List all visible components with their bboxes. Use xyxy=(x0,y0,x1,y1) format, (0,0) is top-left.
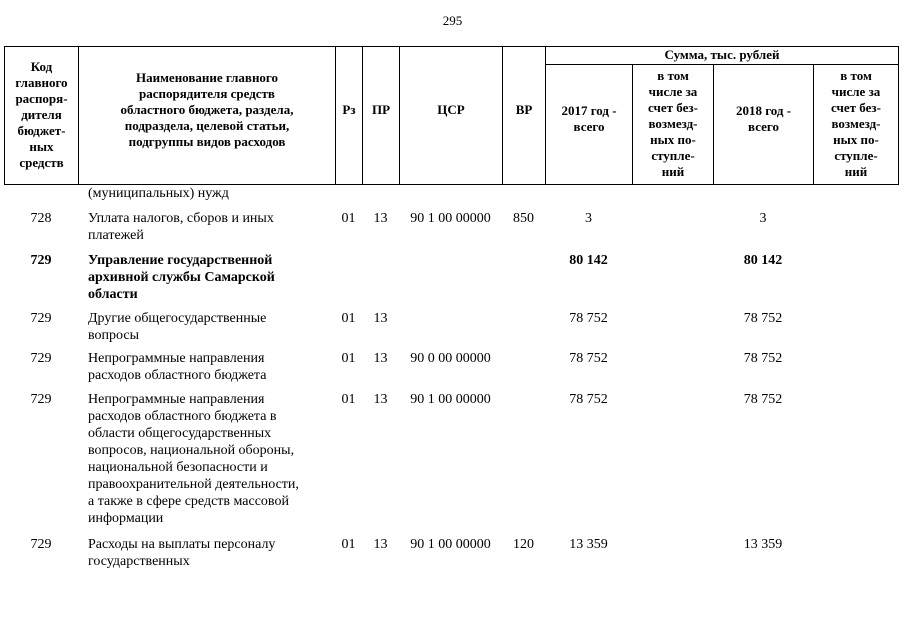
header-2018-incl-line: ступле- xyxy=(834,148,878,163)
row-pr: 13 xyxy=(373,537,388,552)
row-name-line: Другие общегосударственные xyxy=(88,311,267,326)
row-sum-2018: 78 752 xyxy=(743,351,783,366)
row-sum-2018: 80 142 xyxy=(743,253,783,268)
row-name xyxy=(88,536,275,570)
row-name-line: правоохранительной деятельности, xyxy=(88,477,299,492)
row-name-line: Непрограммные направления xyxy=(88,351,265,366)
header-csr xyxy=(400,46,502,174)
header-2017-incl-line: счет без- xyxy=(648,100,698,115)
header-name-line: распорядителя средств xyxy=(139,86,275,101)
header-code-line: ных xyxy=(29,139,54,154)
row-csr: 90 1 00 00000 xyxy=(410,537,491,552)
header-col-divider xyxy=(898,46,899,185)
row-sum-2017: 78 752 xyxy=(569,351,608,366)
row-sum-2017: 80 142 xyxy=(569,253,608,268)
row-name-line: архивной службы Самарской xyxy=(88,270,275,285)
header-2017 xyxy=(546,64,632,174)
row-name-line: Управление государственной xyxy=(88,253,273,268)
row-name-line: а также в сфере средств массовой xyxy=(88,494,289,509)
row-rz: 01 xyxy=(341,311,356,326)
row-csr: 90 1 00 00000 xyxy=(410,211,491,226)
header-vr xyxy=(503,46,545,174)
row-vr: 120 xyxy=(513,537,534,552)
row-sum-2017: 13 359 xyxy=(569,537,608,552)
header-name-line: подгруппы видов расходов xyxy=(128,134,286,149)
header-2017-incl-line: возмезд- xyxy=(648,116,698,131)
header-2018-incl-line: возмезд- xyxy=(831,116,881,131)
header-name-line: областного бюджета, раздела, xyxy=(120,102,294,117)
row-name-line: расходов областного бюджета в xyxy=(88,409,277,424)
header-2017-incl-line: ний xyxy=(661,164,685,179)
row-name xyxy=(88,350,266,384)
row-sum-2017: 78 752 xyxy=(569,392,608,407)
row-name xyxy=(88,310,266,344)
row-csr: 90 0 00 00000 xyxy=(410,351,491,366)
row-name xyxy=(88,185,229,202)
row-name xyxy=(88,252,275,303)
row-name-line: вопросов, национальной обороны, xyxy=(88,443,295,458)
row-pr: 13 xyxy=(373,311,388,326)
header-name-line: Наименование главного xyxy=(135,70,279,85)
header-2018-incl-line: ных по- xyxy=(833,132,879,147)
header-csr-line: ЦСР xyxy=(437,102,465,117)
header-vr-line: ВР xyxy=(515,102,533,117)
row-csr: 90 1 00 00000 xyxy=(410,392,491,407)
row-sum-2017: 78 752 xyxy=(569,311,608,326)
row-name-line: области xyxy=(88,287,138,302)
row-sum-2017: 3 xyxy=(585,211,592,226)
row-name xyxy=(88,391,299,527)
row-name-line: расходов областного бюджета xyxy=(88,368,267,383)
row-sum-2018: 78 752 xyxy=(743,392,783,407)
header-rz-line: Рз xyxy=(342,102,356,117)
header-2018 xyxy=(714,64,813,174)
row-name-line: области общегосударственных xyxy=(88,426,272,441)
row-code: 729 xyxy=(30,311,52,326)
header-2017-line: всего xyxy=(573,119,605,134)
header-name-line: подраздела, целевой статьи, xyxy=(124,118,290,133)
row-rz: 01 xyxy=(341,351,356,366)
row-code: 729 xyxy=(30,253,52,268)
header-2017-incl-line: в том xyxy=(657,68,689,83)
row-name-line: Уплата налогов, сборов и иных xyxy=(88,211,274,226)
row-rz: 01 xyxy=(341,537,356,552)
header-sum-title xyxy=(546,46,898,64)
header-code-line: бюджет- xyxy=(17,123,66,138)
header-code-line: главного xyxy=(15,75,68,90)
header-code-line: Код xyxy=(30,59,53,74)
header-2018-incl-line: ний xyxy=(844,164,868,179)
row-pr: 13 xyxy=(373,351,388,366)
row-code: 728 xyxy=(30,211,52,226)
header-code xyxy=(5,46,78,184)
row-name-line: Непрограммные направления xyxy=(88,392,265,407)
header-2017-line: 2017 год - xyxy=(561,103,617,118)
header-2017-incl-line: ступле- xyxy=(651,148,695,163)
header-2018-incl-line: в том xyxy=(840,68,872,83)
header-2018-incl-line: числе за xyxy=(831,84,881,99)
header-rz xyxy=(336,46,362,174)
row-name-line: информации xyxy=(88,511,164,526)
header-2017-incl xyxy=(633,64,713,184)
row-sum-2018: 13 359 xyxy=(743,537,783,552)
row-sum-2018: 78 752 xyxy=(743,311,783,326)
row-name-line: государственных xyxy=(88,554,190,569)
row-pr: 13 xyxy=(373,211,388,226)
page-number: 295 xyxy=(442,13,463,28)
row-name-line: Расходы на выплаты персоналу xyxy=(88,537,276,552)
row-sum-2018: 3 xyxy=(759,211,767,226)
row-vr: 850 xyxy=(513,211,534,226)
header-2017-incl-line: числе за xyxy=(648,84,698,99)
row-rz: 01 xyxy=(341,211,356,226)
row-name xyxy=(88,210,274,244)
header-2018-incl-line: счет без- xyxy=(831,100,881,115)
header-2018-incl xyxy=(814,64,898,184)
header-code-line: дителя xyxy=(21,107,62,122)
header-code-line: распоря- xyxy=(15,91,68,106)
row-code: 729 xyxy=(30,351,52,366)
header-2018-line: всего xyxy=(748,119,779,134)
header-code-line: средств xyxy=(19,155,64,170)
row-rz: 01 xyxy=(341,392,356,407)
row-name-line: платежей xyxy=(88,228,144,243)
row-name-line: национальной безопасности и xyxy=(88,460,268,475)
header-pr xyxy=(363,46,399,174)
header-2018-line: 2018 год - xyxy=(735,103,792,118)
row-name-line: вопросы xyxy=(88,328,139,343)
row-pr: 13 xyxy=(373,392,388,407)
header-name xyxy=(79,46,335,174)
header-sum-title-line: Сумма, тыс. рублей xyxy=(664,47,780,62)
row-name-line: (муниципальных) нужд xyxy=(88,186,229,201)
row-code: 729 xyxy=(30,537,52,552)
header-pr-line: ПР xyxy=(371,102,391,117)
row-code: 729 xyxy=(30,392,52,407)
header-2017-incl-line: ных по- xyxy=(650,132,696,147)
